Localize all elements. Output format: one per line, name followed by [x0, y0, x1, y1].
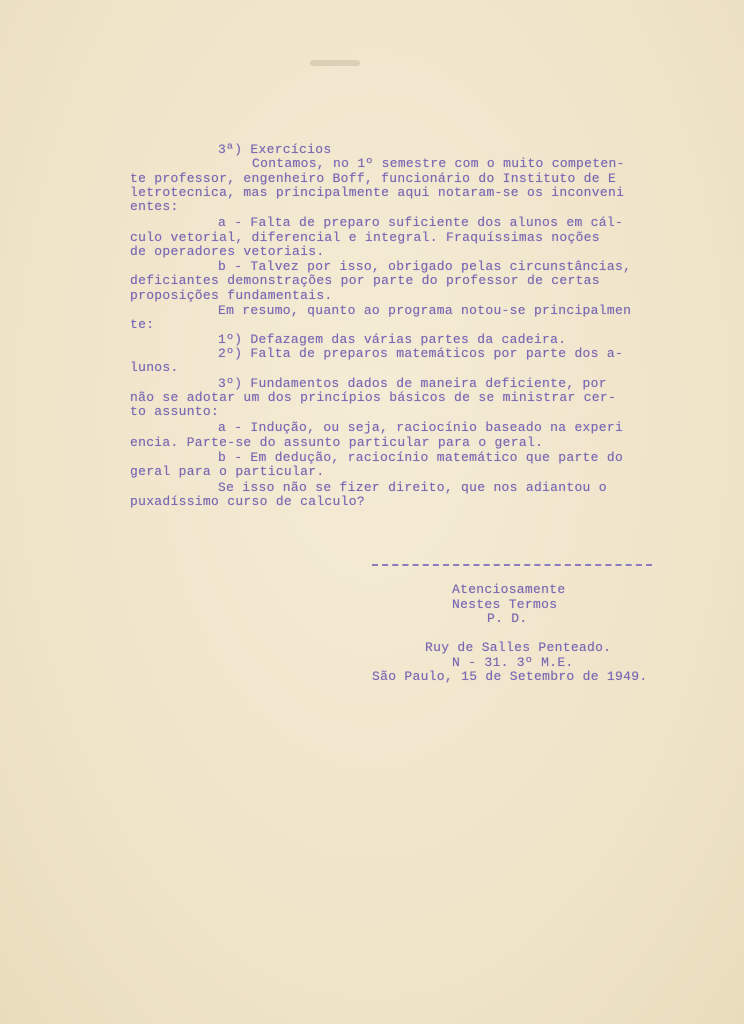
section-heading: 3ª) Exercícios — [218, 142, 332, 157]
body-line: culo vetorial, diferencial e integral. Fraquíssimas noções — [130, 230, 600, 245]
body-line: não se adotar um dos princípios básicos de se ministrar cer- — [130, 390, 617, 405]
body-line: a - Indução, ou seja, raciocínio baseado na experi — [218, 420, 624, 435]
body-line: encia. Parte-se do assunto particular para o geral. — [130, 435, 544, 450]
body-line: b - Em dedução, raciocínio matemático que parte do — [218, 450, 624, 465]
body-line: letrotecnica, mas principalmente aqui notaram-se os inconveni — [130, 185, 625, 200]
list-item: 3º) Fundamentos dados de maneira deficiente, por — [218, 376, 607, 391]
body-line: de operadores vetoriais. — [130, 244, 325, 259]
body-line: b - Talvez por isso, obrigado pelas circunstâncias, — [218, 259, 632, 274]
signature-separator — [372, 564, 652, 566]
paper-smudge — [310, 60, 360, 66]
body-line: entes: — [130, 199, 179, 214]
body-line: te professor, engenheiro Boff, funcionário do Instituto de E — [130, 171, 617, 186]
body-line: deficiantes demonstrações por parte do professor de certas — [130, 273, 600, 288]
closing-salutation: Atenciosamente — [452, 582, 566, 597]
body-line: te: — [130, 317, 155, 332]
letter-date: São Paulo, 15 de Setembro de 1949. — [372, 669, 648, 684]
body-line: puxadíssimo curso de calculo? — [130, 494, 365, 509]
body-line: to assunto: — [130, 404, 220, 419]
list-item: 1º) Defazagem das várias partes da cadeira. — [218, 332, 567, 347]
signer-id: N - 31. 3º M.E. — [452, 655, 574, 670]
body-line: geral para o particular. — [130, 464, 325, 479]
closing-line: Nestes Termos — [452, 597, 558, 612]
body-line: proposições fundamentais. — [130, 288, 333, 303]
list-item: 2º) Falta de preparos matemáticos por parte dos a- — [218, 346, 624, 361]
closing-line: P. D. — [487, 611, 528, 626]
body-line: Contamos, no 1º semestre com o muito competen- — [252, 156, 625, 171]
body-line: lunos. — [130, 360, 179, 375]
body-line: Em resumo, quanto ao programa notou-se principalmen — [218, 303, 632, 318]
signer-name: Ruy de Salles Penteado. — [425, 640, 612, 655]
body-line: Se isso não se fizer direito, que nos adiantou o — [218, 480, 607, 495]
body-line: a - Falta de preparo suficiente dos alunos em cál- — [218, 215, 624, 230]
